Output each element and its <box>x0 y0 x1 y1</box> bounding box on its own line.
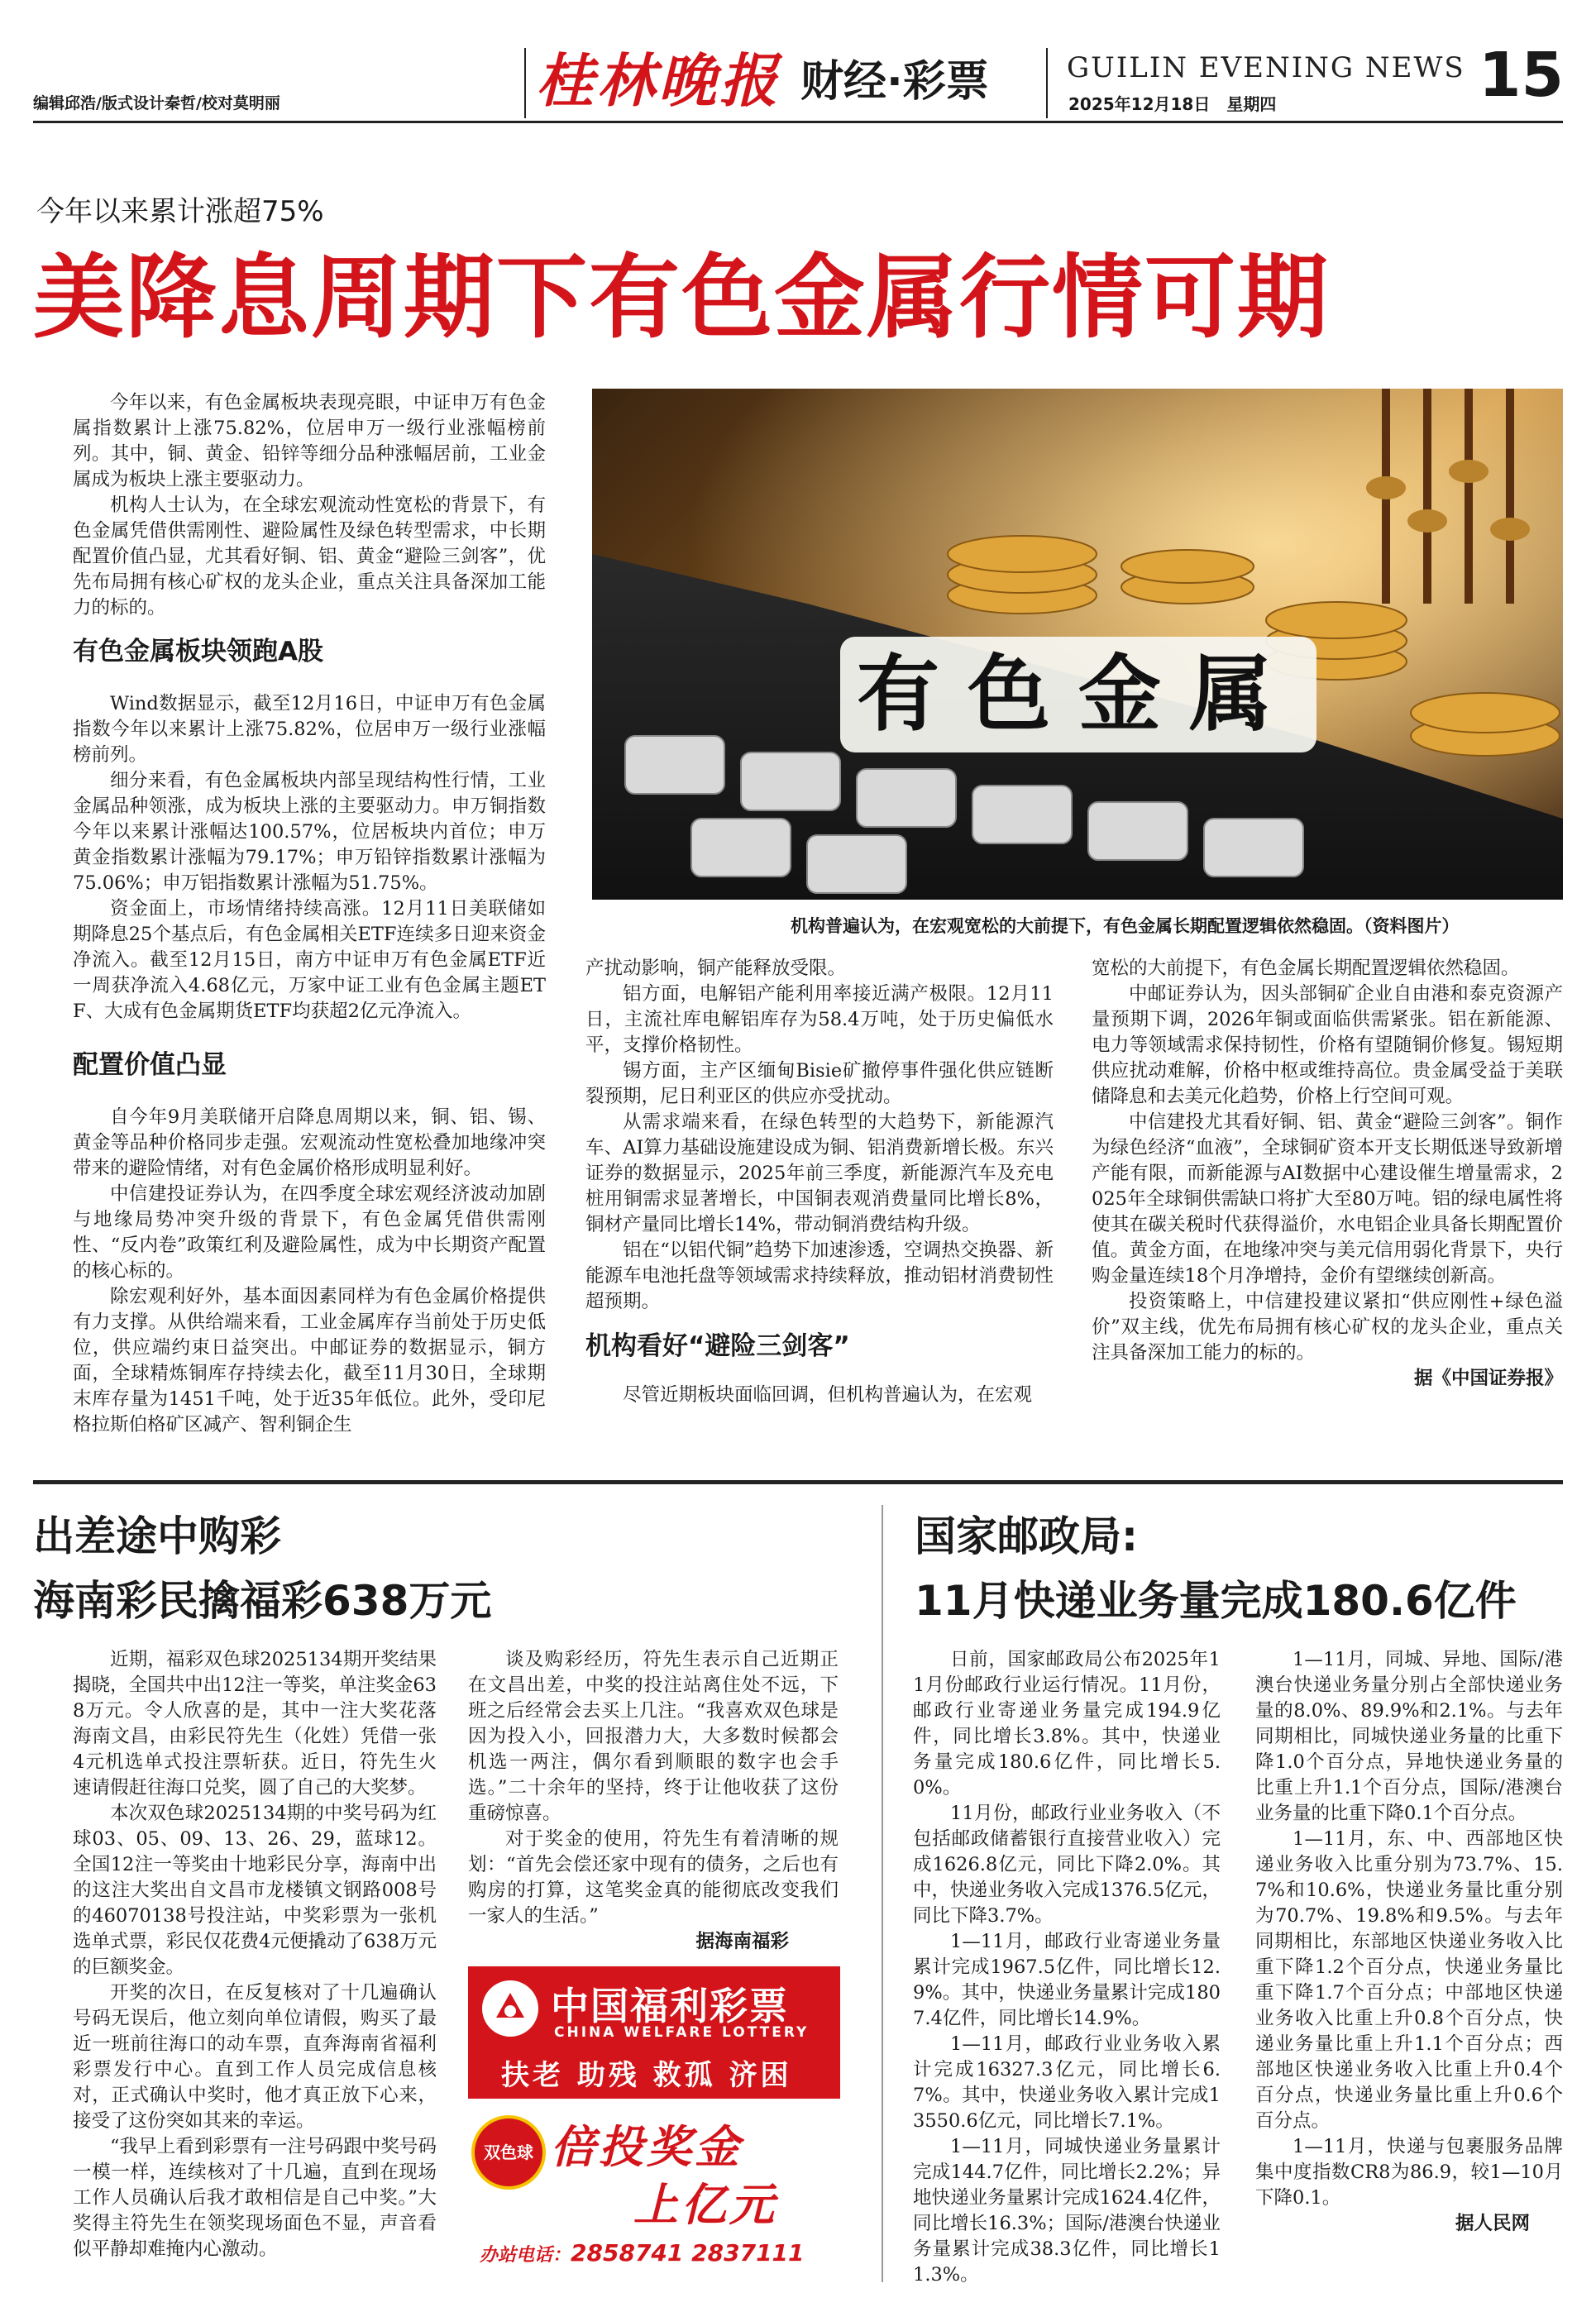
post-column-1 <box>913 1647 1221 2288</box>
lottery-title-line-2: 海南彩民擒福彩638万元 <box>33 1577 492 1625</box>
paragraph: 细分来看，有色金属板块内部呈现结构性行情，工业金属品种领涨，成为板块上涨的主要驱动力。申万铜指数今年以来累计涨幅达100.57%，位居板块内首位；申万黄金指数累计涨幅为79.17%；申万铅锌指数累计涨幅为75.06%；申万铝指数累计涨幅为51.75%。 <box>73 770 546 894</box>
post-credit: 据人民网 <box>1455 2213 1530 2234</box>
ad-phone-label: 办站电话： <box>480 2245 571 2266</box>
paragraph: 中信建投证券认为，在四季度全球宏观经济波动加剧与地缘局势冲突升级的背景下，有色金属凭借供需刚性、“反内卷”政策红利及避险属性，成为中长期资产配置的核心标的。 <box>73 1183 546 1282</box>
ad-promo-line-2: 上亿元 <box>633 2179 777 2231</box>
ad-badge <box>471 2115 546 2190</box>
lead-column-1-section-1 <box>73 691 546 1025</box>
paragraph: 1—11月，邮政行业业务收入累计完成16327.3亿元，同比增长6.7%。其中，快递业务收入累计完成13550.6亿元，同比增长7.1%。 <box>913 2033 1221 2132</box>
lead-headline: 美降息周期下有色金属行情可期 <box>33 245 1330 351</box>
issue-date: 2025年12月18日 星期四 <box>1068 94 1277 114</box>
photo-caption-tiles: 有色金属 <box>840 637 1316 752</box>
lottery-credit: 据海南福彩 <box>695 1931 789 1952</box>
paragraph: 中信建投尤其看好铜、铝、黄金“避险三剑客”。铜作为绿色经济“血液”，全球铜矿资本开支长期低迷导致新增产能有限，而新能源与AI数据中心建设催生增量需求，2025年全球铜供需缺口将扩大至80万吨。铝的绿电属性将使其在碳关税时代获得溢价，水电铝企业具备长期配置价值。黄金方面，在地缘冲突与美元信用弱化背景下，央行购金量连续18个月净增持，金价有望继续创新高。 <box>1092 1111 1563 1287</box>
paragraph: 产扰动影响，铜产能释放受限。 <box>585 958 847 979</box>
page-number: 15 <box>1479 40 1564 111</box>
ad-phone-row <box>480 2239 805 2267</box>
paragraph: Wind数据显示，截至12月16日，中证申万有色金属指数今年以来累计上涨75.82%，位居申万一级行业涨幅榜前列。 <box>73 693 546 766</box>
lead-column-3 <box>1092 956 1563 1392</box>
paragraph: 中邮证券认为，因头部铜矿企业自由港和泰克资源产量预期下调，2026年铜或面临供需紧张。铝在新能源、电力等领域需求保持韧性，价格有望随铜价修复。锡短期供应扰动难解，价格中枢或维持高位。贵金属受益于美联储降息和去美元化趋势，价格上行空间可观。 <box>1092 983 1563 1107</box>
paragraph: 机构人士认为，在全球宏观流动性宽松的背景下，有色金属凭借供需刚性、避险属性及绿色转型需求，中长期配置价值凸显，尤其看好铜、铝、黄金“避险三剑客”，优先布局拥有核心矿权的龙头企业，重点关注具备深加工能力的标的。 <box>73 494 546 619</box>
header-divider-right <box>1046 48 1048 118</box>
post-title-line-2: 11月快递业务量完成180.6亿件 <box>915 1577 1517 1625</box>
paragraph: 今年以来，有色金属板块表现亮眼，中证申万有色金属指数累计上涨75.82%，位居申万一级行业涨幅榜前列。其中，铜、黄金、铅锌等细分品种涨幅居前，工业金属成为板块上涨主要驱动力。 <box>73 392 546 490</box>
paper-english-name: GUILIN EVENING NEWS <box>1067 51 1465 84</box>
ad-slogan: 扶老 助残 救孤 济困 <box>501 2059 792 2092</box>
photo-caption: 机构普遍认为，在宏观宽松的大前提下，有色金属长期配置逻辑依然稳固。（资料图片） <box>791 916 1460 936</box>
editors-line: 编辑邱浩/版式设计秦哲/校对莫明丽 <box>33 94 280 112</box>
paragraph: 自今年9月美联储开启降息周期以来，铜、铝、锡、黄金等品种价格同步走强。宏观流动性宽松叠加地缘冲突带来的避险情绪，对有色金属价格形成明显利好。 <box>73 1106 546 1179</box>
lead-photo <box>592 389 1563 900</box>
subheading-allocation-value: 配置价值凸显 <box>73 1050 227 1080</box>
paragraph: 1—11月，邮政行业寄递业务量累计完成1967.5亿件，同比增长12.9%。其中，快递业务量累计完成1807.4亿件，同比增长14.9%。 <box>913 1931 1221 2029</box>
paragraph: 投资策略上，中信建投建议紧扣“供应刚性+绿色溢价”双主线，优先布局拥有核心矿权的龙头企业，重点关注具备深加工能力的标的。 <box>1092 1291 1563 1364</box>
ad-phone-number: 2858741 2837111 <box>571 2239 805 2267</box>
welfare-lottery-logo-icon <box>480 1978 541 2039</box>
paragraph: 从需求端来看，在绿色转型的大趋势下，新能源汽车、AI算力基础设施建设成为铜、铝消费新增长极。东兴证券的数据显示，2025年前三季度，新能源汽车及充电桩用铜需求显著增长，中国铜表观消费量同比增长8%，铜材产量同比增长14%，带动铜消费结构升级。 <box>585 1111 1054 1235</box>
lead-column-2 <box>585 956 1054 1315</box>
post-column-2 <box>1255 1647 1563 2237</box>
lead-credit: 据《中国证券报》 <box>1413 1368 1563 1389</box>
paragraph: “我早上看到彩票有一注号码跟中奖号码一模一样，连续核对了十几遍，直到在现场工作人员确认后我才敢相信是自己中奖。”大奖得主符先生在领奖现场面色不显，声音看似平静却难掩内心激动。 <box>73 2136 437 2260</box>
section-divider <box>33 1480 1563 1484</box>
ad-promo-line-1: 倍投奖金 <box>551 2121 743 2173</box>
ad-brand-name: 中国福利彩票 <box>551 1984 789 2028</box>
paragraph: 开奖的次日，在反复核对了十几遍确认号码无误后，他立刻向单位请假，购买了最近一班前往海口的动车票，直奔海南省福利彩票发行中心。直到工作人员完成信息核对，正式确认中奖时，他才真正放下心来，接受了这份突如其来的幸运。 <box>73 1982 437 2132</box>
lead-column-2-section-3 <box>585 1383 1054 1408</box>
paragraph: 尽管近期板块面临回调，但机构普遍认为，在宏观 <box>623 1384 1033 1406</box>
paragraph: 1—11月，东、中、西部地区快递业务收入比重分别为73.7%、15.7%和10.6%，快递业务量比重分别为70.7%、19.8%和9.5%。与去年同期相比，东部地区快递业务收入比重下降1.2个百分点，快递业务量比重下降1.7个百分点；中部地区快递业务收入比重上升0.8个百分点，快递业务量比重上升1.1个百分点；西部地区快递业务收入比重上升0.4个百分点，快递业务量比重上升0.6个百分点。 <box>1255 1828 1563 2132</box>
paragraph: 除宏观利好外，基本面因素同样为有色金属价格提供有力支撑。从供给端来看，工业金属库存当前处于历史低位，供应端约束日益突出。中邮证券的数据显示，铜方面，全球精炼铜库存持续去化，截至11月30日，全球期末库存量为1451千吨，处于近35年低位。此外，受印尼格拉斯伯格矿区减产、智利铜企生 <box>73 1286 546 1435</box>
paragraph: 铝在“以铝代铜”趋势下加速渗透，空调热交换器、新能源车电池托盘等领域需求持续释放，推动铝材消费韧性超预期。 <box>585 1240 1054 1312</box>
lottery-title-line-1: 出差途中购彩 <box>33 1512 281 1560</box>
welfare-lottery-ad <box>468 1966 840 2282</box>
lottery-column-1 <box>73 1647 437 2262</box>
newspaper-logo: 桂林晚报 <box>536 46 781 115</box>
ad-badge-label: 双色球 <box>484 2142 533 2162</box>
bottom-column-divider <box>882 1505 883 2282</box>
paragraph: 铝方面，电解铝产能利用率接近满产极限。12月11日，主流社库电解铝库存为58.4万吨，处于历史偏低水平，支撑价格韧性。 <box>585 983 1054 1056</box>
paragraph: 1—11月，同城快递业务量累计完成144.7亿件，同比增长2.2%；异地快递业务量累计完成1624.4亿件，同比增长16.3%；国际/港澳台快递业务量累计完成38.3亿件，同比增长11.3%。 <box>913 2136 1221 2286</box>
ad-brand-banner <box>468 1966 840 2099</box>
paragraph: 锡方面，主产区缅甸Bisie矿撤停事件强化供应链断裂预期，尼日利亚区的供应亦受扰动。 <box>585 1060 1054 1107</box>
header-divider-left <box>524 48 526 118</box>
subheading-board-leads: 有色金属板块领跑A股 <box>73 637 323 666</box>
paragraph: 1—11月，同城、异地、国际/港澳台快递业务量分别占全部快递业务量的8.0%、89.9%和2.1%。与去年同期相比，同城快递业务量的比重下降1.0个百分点，异地快递业务量的比重上升1.1个百分点，国际/港澳台业务量的比重下降0.1个百分点。 <box>1255 1649 1563 1824</box>
paragraph: 日前，国家邮政局公布2025年11月份邮政行业运行情况。11月份，邮政行业寄递业务量完成194.9亿件，同比增长3.8%。其中，快递业务量完成180.6亿件，同比增长5.0%。 <box>913 1649 1221 1798</box>
paragraph: 11月份，邮政行业业务收入（不包括邮政储蓄银行直接营业收入）完成1626.8亿元，同比下降2.0%。其中，快递业务收入完成1376.5亿元，同比下降3.7%。 <box>913 1803 1221 1927</box>
ad-brand-english: CHINA WELFARE LOTTERY <box>554 2024 810 2041</box>
subheading-three-swordsmen: 机构看好“避险三剑客” <box>585 1331 850 1361</box>
lead-column-1 <box>73 390 546 621</box>
section-title: 财经·彩票 <box>800 57 989 107</box>
lead-kicker: 今年以来累计涨超75% <box>36 195 324 228</box>
paragraph: 对于奖金的使用，符先生有着清晰的规划：“首先会偿还家中现有的债务，之后也有购房的打算，这笔奖金真的能彻底改变我们一家人的生活。” <box>468 1828 839 1927</box>
paragraph: 谈及购彩经历，符先生表示自己近期正在文昌出差，中奖的投注站离住处不远，下班之后经常会去买上几注。“我喜欢双色球是因为投入小，回报潜力大，大多数时候都会机选一两注，偶尔看到顺眼的数字也会手选。”二十余年的坚持，终于让他收获了这份重磅惊喜。 <box>468 1649 839 1824</box>
paragraph: 近期，福彩双色球2025134期开奖结果揭晓，全国共中出12注一等奖，单注奖金638万元。令人欣喜的是，其中一注大奖花落海南文昌，由彩民符先生（化姓）凭借一张4元机选单式投注票斩获。近日，符先生火速请假赶往海口兑奖，圆了自己的大奖梦。 <box>73 1649 437 1798</box>
lead-column-1-section-2 <box>73 1105 546 1438</box>
paragraph: 1—11月，快递与包裹服务品牌集中度指数CR8为86.9，较1—10月下降0.1。 <box>1255 2136 1563 2209</box>
header-bottom-rule <box>33 121 1563 123</box>
paragraph: 资金面上，市场情绪持续高涨。12月11日美联储如期降息25个基点后，有色金属相关ETF连续多日迎来资金净流入。截至12月15日，南方中证申万有色金属ETF近一周获净流入4.68亿元，万家中证工业有色金属主题ETF、大成有色金属期货ETF均获超2亿元净流入。 <box>73 898 546 1022</box>
paragraph: 本次双色球2025134期的中奖号码为红球03、05、09、13、26、29，蓝球12。全国12注一等奖由十地彩民分享，海南中出的这注大奖出自文昌市龙楼镇文钢路008号的46070138号投注站，中奖彩票为一张机选单式票，彩民仅花费4元便撬动了638万元的巨额奖金。 <box>73 1803 437 1978</box>
lottery-column-2 <box>468 1647 839 1955</box>
post-title-line-1: 国家邮政局: <box>915 1512 1138 1560</box>
paragraph: 宽松的大前提下，有色金属长期配置逻辑依然稳固。 <box>1092 958 1520 979</box>
